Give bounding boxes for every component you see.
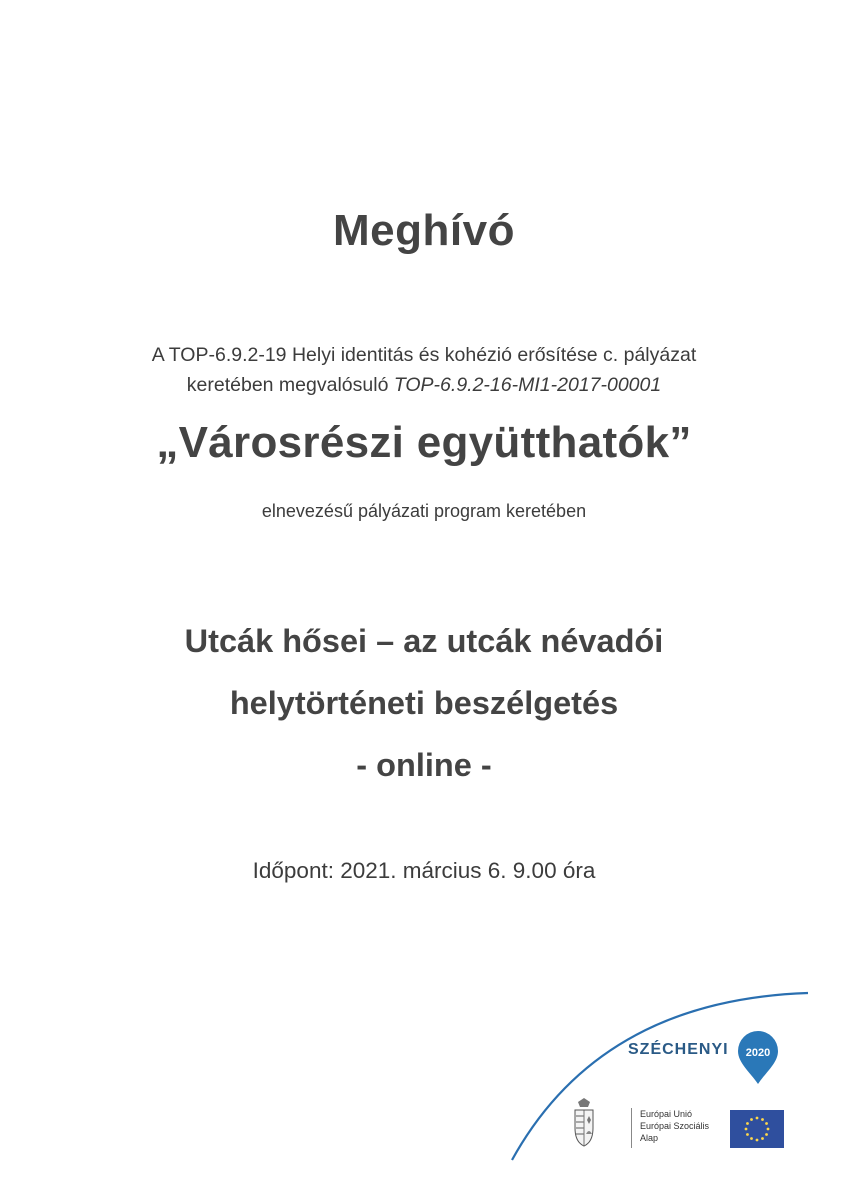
eu-star [750,1137,753,1140]
intro-line-2-prefix: keretében megvalósuló [186,374,394,396]
page-title: Meghívó [333,206,515,255]
szechenyi-label: SZÉCHENYI [628,1041,729,1058]
logo-divider [631,1108,632,1148]
eu-line-1: Európai Unió [640,1109,693,1119]
eu-star [767,1128,770,1131]
eu-flag-icon [730,1110,784,1148]
program-subtitle: elnevezésű pályázati program keretében [261,501,587,521]
intro-line-1: A TOP-6.9.2-19 Helyi identitás és kohézió erősítése c. pályázat [151,344,697,366]
eu-star [765,1133,768,1136]
event-line-1: Utcák hősei – az utcák névadói [184,623,664,659]
eu-star [746,1122,749,1125]
eu-line-2: Európai Szociális [640,1121,710,1131]
eu-star [756,1139,759,1142]
szechenyi-year: 2020 [745,1047,771,1059]
eu-star [765,1122,768,1125]
eu-star [756,1117,759,1120]
eu-star [761,1118,764,1121]
szechenyi-2020-pin-icon [736,1030,780,1086]
eu-fund-label [640,1108,709,1144]
eu-star [750,1118,753,1121]
eu-line-3: Alap [640,1133,659,1143]
project-code: TOP-6.9.2-16-MI1-2017-00001 [393,374,662,396]
program-name: „Városrészi együtthatók” [156,418,692,467]
eu-star [761,1137,764,1140]
event-line-3: - online - [356,747,492,783]
event-line-2: helytörténeti beszélgetés [229,685,619,721]
eu-star [746,1133,749,1136]
event-datetime: Időpont: 2021. március 6. 9.00 óra [252,858,596,883]
hungarian-coat-of-arms-icon [572,1098,596,1148]
eu-star [745,1128,748,1131]
